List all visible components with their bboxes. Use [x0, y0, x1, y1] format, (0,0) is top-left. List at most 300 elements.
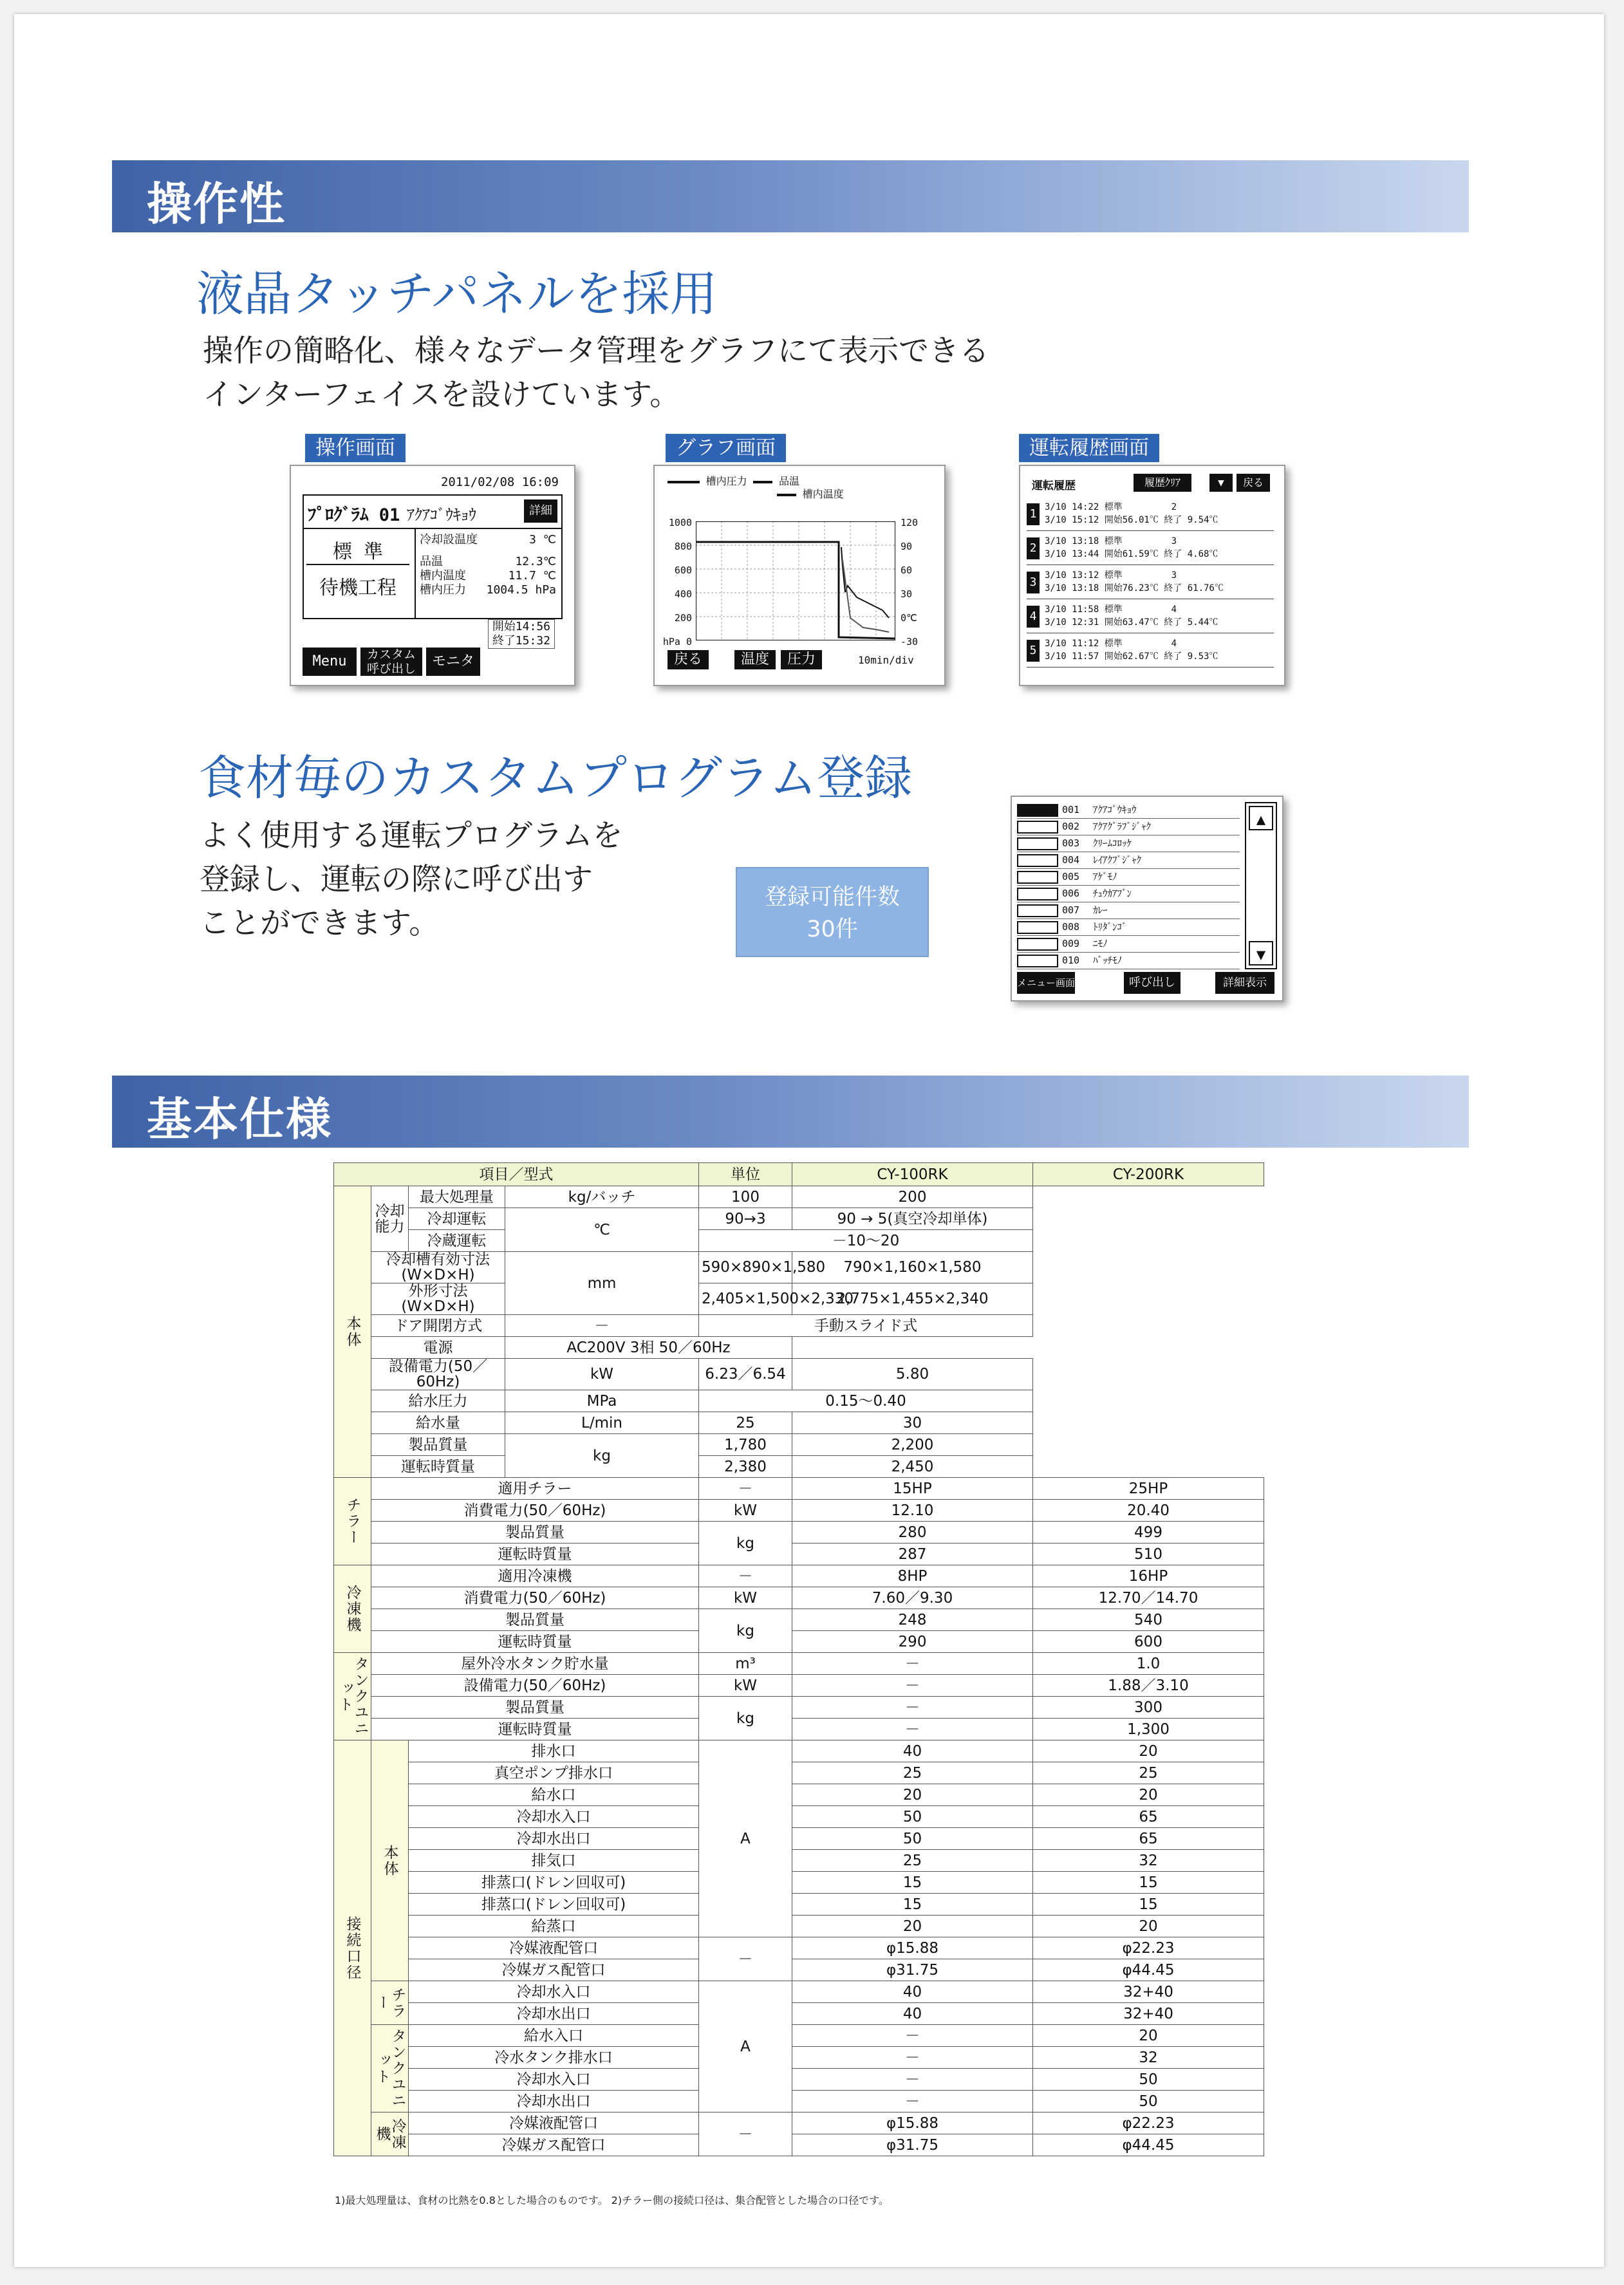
line: 3/10 14:22 標準 2: [1045, 502, 1177, 512]
value-model-1: 15HP: [792, 1478, 1033, 1500]
row-number: 1: [1027, 503, 1040, 525]
value-model-1: 20: [792, 1784, 1033, 1806]
program-number: 010: [1062, 955, 1080, 966]
value-model-2: 90 → 5(真空冷却単体): [792, 1208, 1033, 1230]
table-row: [334, 1828, 1264, 1850]
value-model-1: 248: [792, 1609, 1033, 1631]
row-label: 真空ポンプ排水口: [409, 1762, 699, 1784]
value-model-1: 40: [792, 2003, 1033, 2025]
table-row: [334, 1850, 1264, 1872]
row-label: 冷却水入口: [409, 1806, 699, 1828]
row-label: 消費電力(50／60Hz): [371, 1587, 699, 1609]
program-number: 006: [1062, 888, 1080, 899]
row-label: 排蒸口(ドレン回収可): [409, 1894, 699, 1916]
label: カスタム: [366, 648, 416, 662]
value-model-2: 20: [1033, 1784, 1264, 1806]
value-model-1: φ31.75: [792, 2134, 1033, 2156]
value-model-1: 1,780: [699, 1434, 792, 1456]
footnote: 1)最大処理量は、食材の比熱を0.8とした場合のものです。 2)チラー側の接続口径は、集合配管とした場合の口径です。: [335, 2194, 889, 2206]
y-axis-right: [901, 511, 929, 654]
line: 3/10 11:57 開始62.67℃ 終了 9.53℃: [1045, 651, 1218, 662]
value: 12.3℃: [515, 555, 556, 568]
section-header-operability: [112, 160, 1469, 232]
row-text: [1045, 501, 1218, 527]
value-model-2: 300: [1033, 1697, 1264, 1719]
time-box: [488, 619, 555, 649]
table-row: [334, 1806, 1264, 1828]
group-chiller: [334, 1478, 371, 1565]
program-name: ﾚｲｱｸﾌﾞｼﾞｬｸ: [1093, 854, 1142, 866]
value-model-1: 7.60／9.30: [792, 1587, 1033, 1609]
value-model-1: －: [792, 1653, 1033, 1675]
description-custom-program: [200, 814, 623, 946]
scroll-down-button[interactable]: ▼: [1249, 941, 1273, 965]
table-row: [334, 1315, 1264, 1337]
value-model-1: 50: [792, 1806, 1033, 1828]
value-model-2: 20: [1033, 1916, 1264, 1937]
row-label: 排水口: [409, 1740, 699, 1762]
down-button[interactable]: ▼: [1209, 474, 1233, 492]
caption-operation-screen: 操作画面: [305, 434, 406, 462]
value-model-2: φ22.23: [1033, 1937, 1264, 1959]
history-title: 運転履歴: [1032, 480, 1076, 492]
tick: 30: [901, 588, 913, 600]
tick: 0℃: [901, 612, 917, 624]
chamber-temp-row: [420, 569, 556, 583]
temp-button[interactable]: 温度: [734, 650, 776, 669]
value-model-2: φ22.23: [1033, 2112, 1264, 2134]
program-list-item[interactable]: [1017, 953, 1240, 969]
program-number: 009: [1062, 938, 1080, 949]
value-model-2: 1.88／3.10: [1033, 1675, 1264, 1697]
row-label: 運転時質量: [371, 1544, 699, 1565]
value-model-1: －: [792, 2091, 1033, 2112]
subgroup-freezer: [371, 2112, 409, 2156]
header-unit: 単位: [699, 1163, 792, 1186]
unit-cell: －: [505, 1315, 699, 1337]
scroll-up-button[interactable]: ▲: [1249, 806, 1273, 830]
program-name: ｱｸｱｺﾞｳｷｮｳ: [407, 506, 476, 524]
header-model-2: CY-200RK: [1033, 1163, 1264, 1186]
caption-graph-screen: グラフ画面: [666, 434, 786, 462]
vertical-label: タンクユニット: [336, 1656, 369, 1737]
row-label: 製品質量: [371, 1434, 505, 1456]
table-row: [334, 1359, 1264, 1390]
value-model-2: 25: [1033, 1762, 1264, 1784]
program-number: 008: [1062, 921, 1080, 933]
row-label: 排気口: [409, 1850, 699, 1872]
desc-line: 登録し、運転の際に呼び出す: [200, 862, 593, 897]
value-model-1: 25: [792, 1850, 1033, 1872]
row-text: [1045, 603, 1218, 629]
select-box[interactable]: [1017, 871, 1058, 884]
table-row: [334, 2047, 1264, 2069]
label: 呼び出し: [366, 662, 416, 676]
back-button[interactable]: 戻る: [667, 650, 709, 669]
monitor-button[interactable]: モニタ: [426, 648, 480, 676]
tick: 800: [674, 541, 692, 552]
select-box[interactable]: [1017, 888, 1058, 900]
table-row: [334, 1283, 1264, 1315]
value: 11.7 ℃: [508, 569, 556, 583]
row-label: 製品質量: [371, 1522, 699, 1544]
desc-line: 操作の簡略化、様々なデータ管理をグラフにて表示できる: [203, 333, 989, 369]
value-both: 手動スライド式: [699, 1315, 1033, 1337]
row-label: 外形寸法(W×D×H): [371, 1283, 505, 1315]
unit-cell: A: [699, 1740, 792, 1937]
value-model-2: 600: [1033, 1631, 1264, 1653]
graph-legend: [667, 475, 844, 501]
program-name: ｶﾚｰ: [1093, 904, 1108, 916]
table-row: [334, 1252, 1264, 1283]
group-freezer: [334, 1565, 371, 1653]
line: 3/10 11:58 標準 4: [1045, 604, 1177, 615]
value-model-2: 2,775×1,455×2,340: [792, 1283, 1033, 1315]
value-model-2: 20.40: [1033, 1500, 1264, 1522]
process-state: 待機工程: [319, 577, 397, 599]
vertical-label: 接続口径: [344, 1916, 361, 1981]
value-model-1: －: [792, 1697, 1033, 1719]
history-list: [1027, 497, 1274, 667]
program-number: ﾌﾟﾛｸﾞﾗﾑ 01: [308, 505, 400, 525]
row-label: 屋外冷水タンク貯水量: [371, 1653, 699, 1675]
value-model-1: φ31.75: [792, 1959, 1033, 1981]
desc-line: よく使用する運転プログラムを: [200, 818, 623, 853]
row-label: 冷媒ガス配管口: [409, 1959, 699, 1981]
row-label: 冷水タンク排水口: [409, 2047, 699, 2069]
value-model-2: 65: [1033, 1828, 1264, 1850]
menu-button[interactable]: Menu: [303, 648, 357, 676]
datetime: 2011/02/08 16:09: [440, 475, 559, 489]
value-model-1: 2,380: [699, 1456, 792, 1478]
table-row: [334, 1740, 1264, 1762]
table-row: [334, 2003, 1264, 2025]
row-label: 冷媒液配管口: [409, 1937, 699, 1959]
history-row[interactable]: [1027, 633, 1274, 667]
value-model-2: 25HP: [1033, 1478, 1264, 1500]
value-model-2: 50: [1033, 2091, 1264, 2112]
value-model-2: 510: [1033, 1544, 1264, 1565]
header-model-1: CY-100RK: [792, 1163, 1033, 1186]
row-label: 冷却水出口: [409, 2003, 699, 2025]
graph-plot: [696, 521, 895, 640]
program-list-item[interactable]: [1017, 936, 1240, 953]
unit-cell: mm: [505, 1252, 699, 1315]
label: 品温: [420, 555, 443, 568]
call-button[interactable]: 呼び出し: [1124, 972, 1181, 994]
section-header-specs: [112, 1076, 1469, 1148]
select-box[interactable]: [1017, 854, 1058, 867]
detail-button[interactable]: 詳細: [524, 499, 557, 523]
table-row: [334, 1894, 1264, 1916]
table-row: [334, 1522, 1264, 1544]
value-model-1: 90→3: [699, 1208, 792, 1230]
value-model-2: 15: [1033, 1894, 1264, 1916]
table-row: [334, 1412, 1264, 1434]
value: 3 ℃: [529, 533, 556, 546]
label: 登録可能件数: [764, 884, 900, 910]
subgroup-body: [371, 1740, 409, 1981]
row-text: [1045, 637, 1218, 663]
program-list-item[interactable]: [1017, 886, 1240, 902]
history-row[interactable]: [1027, 531, 1274, 565]
detail-view-button[interactable]: 詳細表示: [1215, 972, 1274, 994]
value-model-1: 12.10: [792, 1500, 1033, 1522]
value-both: 0.15～0.40: [699, 1390, 1033, 1412]
program-list: [1017, 802, 1240, 969]
value-model-1: －: [792, 1675, 1033, 1697]
set-temp-row: [420, 533, 556, 547]
table-row: [334, 1937, 1264, 1959]
row-label: 適用冷凍機: [371, 1565, 699, 1587]
table-row: [334, 1337, 1264, 1359]
value-model-2: 16HP: [1033, 1565, 1264, 1587]
operation-screen-image: [290, 465, 575, 686]
table-row: [334, 1916, 1264, 1937]
program-name: ｸﾘｰﾑｺﾛｯｹ: [1093, 837, 1132, 849]
program-number: 004: [1062, 854, 1080, 866]
label: 品温: [778, 475, 799, 487]
program-list-item[interactable]: [1017, 835, 1240, 852]
value-model-1: 100: [699, 1186, 792, 1208]
select-box[interactable]: [1017, 938, 1058, 951]
unit-cell: m³: [699, 1653, 792, 1675]
table-row: [334, 1390, 1264, 1412]
program-name: ｱｸｱｺﾞｳｷｮｳ: [1093, 804, 1137, 816]
table-row: [334, 2091, 1264, 2112]
section-title: 操作性: [147, 178, 286, 230]
value-model-2: 2,200: [792, 1434, 1033, 1456]
registration-count-box: [736, 867, 929, 957]
value-model-1: 25: [699, 1412, 792, 1434]
program-list-item[interactable]: [1017, 819, 1240, 835]
line: 3/10 13:12 標準 3: [1045, 570, 1177, 581]
table-row: [334, 1587, 1264, 1609]
history-row[interactable]: [1027, 497, 1274, 531]
pressure-button[interactable]: 圧力: [781, 650, 822, 669]
y-axis-left: [660, 511, 692, 654]
group-connection: [334, 1740, 371, 2156]
menu-screen-button[interactable]: メニュー画面: [1017, 972, 1075, 994]
unit-cell: kW: [505, 1359, 699, 1390]
history-row[interactable]: [1027, 599, 1274, 633]
table-row: [334, 1208, 1264, 1230]
program-list-item[interactable]: [1017, 919, 1240, 936]
row-text: [1045, 535, 1218, 561]
unit-cell: －: [699, 1937, 792, 1981]
row-label: ドア開閉方式: [371, 1315, 505, 1337]
row-label: 冷媒ガス配管口: [409, 2134, 699, 2156]
select-box[interactable]: [1017, 904, 1058, 917]
value-model-2: 499: [1033, 1522, 1264, 1544]
row-label: 運転時質量: [371, 1456, 505, 1478]
unit-cell: L/min: [505, 1412, 699, 1434]
row-label: 冷蔵運転: [409, 1230, 505, 1252]
value: 1004.5 hPa: [486, 583, 556, 597]
value-model-1: 6.23／6.54: [699, 1359, 792, 1390]
row-label: 給水口: [409, 1784, 699, 1806]
value-model-2: 50: [1033, 2069, 1264, 2091]
subgroup-chiller: [371, 1981, 409, 2025]
table-row: [334, 1478, 1264, 1500]
value-model-1: 290: [792, 1631, 1033, 1653]
row-label: 冷却水出口: [409, 1828, 699, 1850]
value-model-2: 1.0: [1033, 1653, 1264, 1675]
table-row: [334, 2069, 1264, 2091]
clear-history-button[interactable]: 履歴ｸﾘｱ: [1134, 474, 1191, 492]
value-model-2: 12.70／14.70: [1033, 1587, 1264, 1609]
row-label: 冷却水入口: [409, 1981, 699, 2003]
unit-cell: kW: [699, 1587, 792, 1609]
value-model-2: φ44.45: [1033, 2134, 1264, 2156]
unit-cell: MPa: [505, 1390, 699, 1412]
table-row: [334, 2134, 1264, 2156]
value-model-2: 32: [1033, 2047, 1264, 2069]
unit-cell: －: [699, 1565, 792, 1587]
select-box[interactable]: [1017, 921, 1058, 934]
table-row: [334, 1675, 1264, 1697]
vertical-label: 冷凍機: [373, 2118, 406, 2150]
row-label: 最大処理量: [409, 1186, 505, 1208]
row-number: 2: [1027, 537, 1040, 559]
table-row: [334, 1959, 1264, 1981]
scrollbar[interactable]: [1245, 802, 1277, 969]
row-label: 製品質量: [371, 1697, 699, 1719]
program-list-item[interactable]: [1017, 802, 1240, 819]
start-time: 開始14:56: [492, 620, 550, 633]
tick: 200: [674, 612, 692, 624]
vertical-label: 本体: [381, 1844, 398, 1877]
row-label: 給蒸口: [409, 1916, 699, 1937]
value-model-1: 40: [792, 1740, 1033, 1762]
tick: 400: [674, 588, 692, 600]
value-model-1: 50: [792, 1828, 1033, 1850]
cooling-capacity-label: 冷却能力: [371, 1186, 409, 1252]
program-list-item[interactable]: [1017, 902, 1240, 919]
value: 30件: [807, 917, 858, 942]
table-row: [334, 1565, 1264, 1587]
unit-cell: kg: [699, 1609, 792, 1653]
value-model-1: 2,405×1,500×2,330: [699, 1283, 792, 1315]
value-model-1: 15: [792, 1894, 1033, 1916]
table-row: [334, 1500, 1264, 1522]
section-title: 基本仕様: [147, 1093, 332, 1146]
row-label: 冷媒液配管口: [409, 2112, 699, 2134]
desc-line: インターフェイスを設けています。: [203, 377, 680, 413]
value-model-1: φ15.88: [792, 1937, 1033, 1959]
row-label: 電源: [371, 1337, 505, 1359]
tick: 600: [674, 564, 692, 576]
history-row[interactable]: [1027, 565, 1274, 599]
history-screen-image: [1019, 465, 1285, 686]
value-model-1: 20: [792, 1916, 1033, 1937]
subgroup-tank: [371, 2025, 409, 2112]
value-both: AC200V 3相 50／60Hz: [505, 1337, 792, 1359]
program-name: ｱｹﾞﾓﾉ: [1093, 871, 1117, 882]
table-row: [334, 1719, 1264, 1740]
program-list-item[interactable]: [1017, 852, 1240, 869]
value-model-1: 40: [792, 1981, 1033, 2003]
tick: -30: [901, 636, 919, 648]
back-button[interactable]: 戻る: [1237, 474, 1270, 492]
spec-table: [333, 1162, 1264, 2156]
table-row: [334, 1631, 1264, 1653]
unit-cell: kg: [699, 1697, 792, 1740]
legend-pressure: [667, 475, 844, 488]
row-label: 給水入口: [409, 2025, 699, 2047]
value-model-1: －: [792, 1719, 1033, 1740]
vertical-label: チラー: [344, 1497, 361, 1545]
program-number: 001: [1062, 804, 1080, 816]
table-row: [334, 1697, 1264, 1719]
value-model-2: 200: [792, 1186, 1033, 1208]
value-model-2: 20: [1033, 2025, 1264, 2047]
custom-call-button[interactable]: [360, 648, 422, 676]
divider: [304, 528, 561, 529]
label: 槽内温度: [802, 488, 844, 500]
value-model-1: 590×890×1,580: [699, 1252, 792, 1283]
program-list-item[interactable]: [1017, 869, 1240, 886]
line: 3/10 13:44 開始61.59℃ 終了 4.68℃: [1045, 549, 1218, 559]
row-label: 冷却水出口: [409, 2091, 699, 2112]
line: 3/10 13:18 開始76.23℃ 終了 61.76℃: [1045, 583, 1224, 593]
label: 槽内圧力: [420, 583, 466, 597]
vertical-label: チラー: [373, 1986, 406, 2019]
value-model-2: 30: [792, 1412, 1033, 1434]
line: 3/10 12:31 開始63.47℃ 終了 5.44℃: [1045, 617, 1218, 628]
program-name: ﾆﾓﾉ: [1093, 938, 1108, 949]
table-row: [334, 1653, 1264, 1675]
vertical-label: タンクユニット: [373, 2028, 406, 2109]
line: 3/10 13:18 標準 3: [1045, 536, 1177, 546]
program-name: ﾊﾞｯﾁﾓﾉ: [1093, 955, 1123, 966]
row-label: 製品質量: [371, 1609, 699, 1631]
row-number: 5: [1027, 640, 1040, 662]
row-label: 消費電力(50／60Hz): [371, 1500, 699, 1522]
select-box[interactable]: [1017, 837, 1058, 850]
select-box[interactable]: [1017, 955, 1058, 967]
row-label: 給水圧力: [371, 1390, 505, 1412]
label: 冷却設温度: [420, 533, 478, 546]
table-row: [334, 1544, 1264, 1565]
unit-cell: －: [699, 1478, 792, 1500]
table-row: [334, 1230, 1264, 1252]
program-number: 002: [1062, 821, 1080, 832]
program-number: 007: [1062, 904, 1080, 916]
group-tank: [334, 1653, 371, 1740]
value-model-1: 15: [792, 1872, 1033, 1894]
row-number: 4: [1027, 606, 1040, 628]
program-name: ﾄﾘﾀﾞﾝｺﾞ: [1093, 921, 1127, 933]
value-model-2: φ44.45: [1033, 1959, 1264, 1981]
table-row: [334, 1762, 1264, 1784]
select-box[interactable]: [1017, 804, 1058, 817]
value-model-2: 540: [1033, 1609, 1264, 1631]
row-text: [1045, 569, 1224, 595]
value-model-1: －: [792, 2047, 1033, 2069]
description-touch-panel: [203, 330, 989, 417]
select-box[interactable]: [1017, 821, 1058, 834]
value-model-1: φ15.88: [792, 2112, 1033, 2134]
unit-cell: kg: [505, 1434, 699, 1478]
row-label: 適用チラー: [371, 1478, 699, 1500]
row-label: 排蒸口(ドレン回収可): [409, 1872, 699, 1894]
value-model-1: 8HP: [792, 1565, 1033, 1587]
label: 槽内圧力: [705, 475, 747, 487]
unit-cell: kg/バッチ: [505, 1186, 699, 1208]
row-label: 運転時質量: [371, 1719, 699, 1740]
tick: 60: [901, 564, 913, 576]
